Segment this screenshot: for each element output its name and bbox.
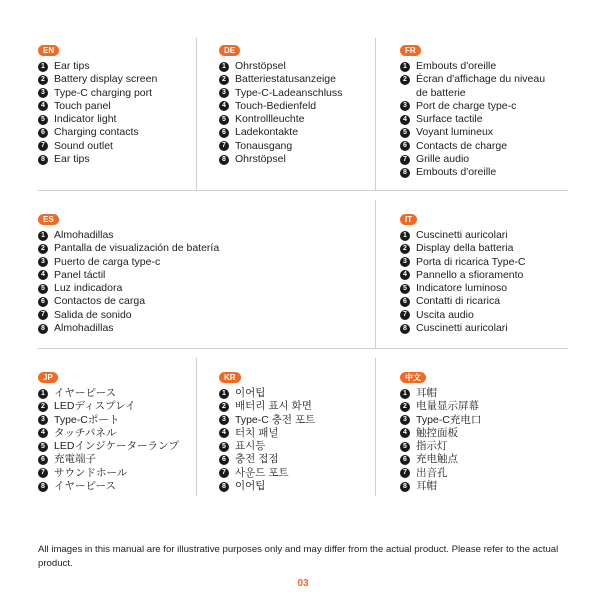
list-item: 1 Almohadillas [38,229,368,242]
list-item: 8 Cuscinetti auricolari [400,322,566,335]
number-icon: 6 [38,297,48,307]
number-icon: 3 [400,101,410,111]
list-item: 6 Contatti di ricarica [400,295,566,308]
number-icon: 3 [38,415,48,425]
column-divider-1 [196,38,197,190]
disclaimer-text: All images in this manual are for illustrative purposes only and may differ from the actual product. Please refer to the actual product. [38,544,559,569]
parts-list-cn [400,387,566,493]
list-item: 2 Battery display screen [38,73,193,86]
number-icon: 2 [219,402,229,412]
list-item: 8 이어팁 [219,480,371,493]
number-icon: 3 [400,257,410,267]
list-item: 8 Embouts d'oreille [400,166,566,179]
number-icon: 5 [400,128,410,138]
list-item: 4 Panel táctil [38,269,368,282]
list-item: 7 Uscita audio [400,309,566,322]
language-badge-de: DE [219,45,240,56]
list-item: 2 Pantalla de visualización de batería [38,242,368,255]
list-item: 6 Contactos de carga [38,295,368,308]
number-icon: 5 [38,442,48,452]
number-icon: 8 [400,168,410,178]
number-icon: 1 [38,231,48,241]
number-icon: 2 [400,402,410,412]
list-item: 5 Indicatore luminoso [400,282,566,295]
number-icon: 8 [219,482,229,492]
list-item: 3 Type-C充电口 [400,414,566,427]
list-item: 3 Porta di ricarica Type-C [400,256,566,269]
number-icon: 8 [38,155,48,165]
number-icon: 8 [38,482,48,492]
column-divider-4 [196,358,197,496]
number-icon: 6 [38,455,48,465]
number-icon: 5 [400,442,410,452]
list-item: 1 Cuscinetti auricolari [400,229,566,242]
number-icon: 7 [38,310,48,320]
number-icon: 8 [400,324,410,334]
list-item: 3 Puerto de carga type-c [38,256,368,269]
language-badge-it: IT [400,214,417,225]
number-icon: 6 [219,128,229,138]
number-icon: 4 [219,101,229,111]
number-icon: 7 [400,155,410,165]
list-item: 2 Batteriestatusanzeige [219,73,371,86]
list-item: 5 LEDインジケーターランプ [38,440,193,453]
list-item: 4 タッチパネル [38,427,193,440]
section-cn [400,367,566,493]
parts-list-jp [38,387,193,493]
list-item: 8 Ohrstöpsel [219,153,371,166]
language-badge-kr: KR [219,372,241,383]
list-item: 5 Indicator light [38,113,193,126]
parts-list-kr [219,387,371,493]
list-item: 2 LEDディスプレイ [38,400,193,413]
language-badge-fr: FR [400,45,421,56]
list-item: 4 Surface tactile [400,113,566,126]
list-item: 8 耳帽 [400,480,566,493]
number-icon: 8 [219,155,229,165]
list-item: 3 Type-Cポート [38,414,193,427]
number-icon: 3 [400,415,410,425]
number-icon: 7 [38,141,48,151]
number-icon: 1 [219,62,229,72]
section-es [38,209,368,335]
parts-list-it [400,229,566,335]
number-icon: 2 [400,244,410,254]
list-item: 4 터치 패널 [219,427,371,440]
number-icon: 1 [400,389,410,399]
list-item: 7 Salida de sonido [38,309,368,322]
number-icon: 5 [400,284,410,294]
list-item: 7 사운드 포트 [219,467,371,480]
list-item: 3 Port de charge type-c [400,100,566,113]
number-icon: 8 [400,482,410,492]
list-item: 3 Type-C-Ladeanschluss [219,87,371,100]
section-jp [38,367,193,493]
language-badge-en: EN [38,45,59,56]
list-item: 5 指示灯 [400,440,566,453]
number-icon: 7 [400,310,410,320]
number-icon: 4 [400,428,410,438]
list-item: 6 充電端子 [38,453,193,466]
number-icon: 1 [219,389,229,399]
column-divider-2 [375,38,376,190]
list-item: 7 サウンドホール [38,467,193,480]
column-divider-3 [375,200,376,348]
number-icon: 7 [38,468,48,478]
list-item: 5 Luz indicadora [38,282,368,295]
list-item: 7 Tonausgang [219,140,371,153]
number-icon: 6 [219,455,229,465]
list-item: 1 Ohrstöpsel [219,60,371,73]
list-item: 2 배터리 표시 화면 [219,400,371,413]
list-item: 4 Pannello a sfioramento [400,269,566,282]
list-item: 7 Sound outlet [38,140,193,153]
number-icon: 7 [219,468,229,478]
language-badge-es: ES [38,214,59,225]
list-item: 6 Charging contacts [38,126,193,139]
section-en [38,40,193,166]
list-item: 8 Almohadillas [38,322,368,335]
list-item: 8 Ear tips [38,153,193,166]
row-divider-2 [38,348,568,349]
number-icon: 1 [38,389,48,399]
section-it [400,209,566,335]
number-icon: 4 [38,270,48,280]
page-number: 03 [297,578,309,589]
number-icon: 2 [400,75,410,85]
list-item: 2 Display della batteria [400,242,566,255]
language-badge-jp: JP [38,372,58,383]
number-icon: 6 [400,141,410,151]
number-icon: 5 [219,442,229,452]
parts-list-fr [400,60,566,180]
number-icon: 5 [38,284,48,294]
list-item: 7 出音孔 [400,467,566,480]
language-badge-cn: 中文 [400,372,426,383]
list-item: 5 Voyant lumineux [400,126,566,139]
number-icon: 1 [400,62,410,72]
number-icon: 2 [219,75,229,85]
number-icon: 5 [38,115,48,125]
number-icon: 2 [38,75,48,85]
number-icon: 3 [219,88,229,98]
number-icon: 2 [38,402,48,412]
list-item: 4 触控面板 [400,427,566,440]
list-item: 3 Type-C 충전 포트 [219,414,371,427]
number-icon: 4 [400,115,410,125]
list-item: 2 Écran d'affichage du niveau de batterie [400,73,546,100]
number-icon: 5 [219,115,229,125]
parts-list-en [38,60,193,166]
list-item: 6 Ladekontakte [219,126,371,139]
number-icon: 2 [38,244,48,254]
parts-list-de [219,60,371,166]
number-icon: 1 [38,62,48,72]
number-icon: 4 [38,428,48,438]
number-icon: 3 [38,257,48,267]
number-icon: 3 [38,88,48,98]
list-item: 1 イヤーピース [38,387,193,400]
list-item: 1 Ear tips [38,60,193,73]
number-icon: 4 [400,270,410,280]
list-item: 6 Contacts de charge [400,140,566,153]
row-divider-1 [38,190,568,191]
section-fr [400,40,566,180]
list-item: 5 Kontrollleuchte [219,113,371,126]
list-item: 1 耳帽 [400,387,566,400]
list-item: 7 Grille audio [400,153,566,166]
number-icon: 1 [400,231,410,241]
number-icon: 3 [219,415,229,425]
list-item: 1 Embouts d'oreille [400,60,566,73]
list-item: 4 Touch-Bedienfeld [219,100,371,113]
list-item: 6 충전 접점 [219,453,371,466]
section-kr [219,367,371,493]
number-icon: 6 [400,455,410,465]
parts-list-es [38,229,368,335]
list-item: 4 Touch panel [38,100,193,113]
number-icon: 4 [38,101,48,111]
list-item: 5 표시등 [219,440,371,453]
number-icon: 4 [219,428,229,438]
list-item: 6 充电触点 [400,453,566,466]
number-icon: 6 [38,128,48,138]
list-item: 1 이어팁 [219,387,371,400]
list-item: 8 イヤーピース [38,480,193,493]
section-de [219,40,371,166]
column-divider-5 [375,358,376,496]
number-icon: 8 [38,324,48,334]
number-icon: 6 [400,297,410,307]
list-item: 2 电量显示屏幕 [400,400,566,413]
number-icon: 7 [219,141,229,151]
number-icon: 7 [400,468,410,478]
list-item: 3 Type-C charging port [38,87,193,100]
